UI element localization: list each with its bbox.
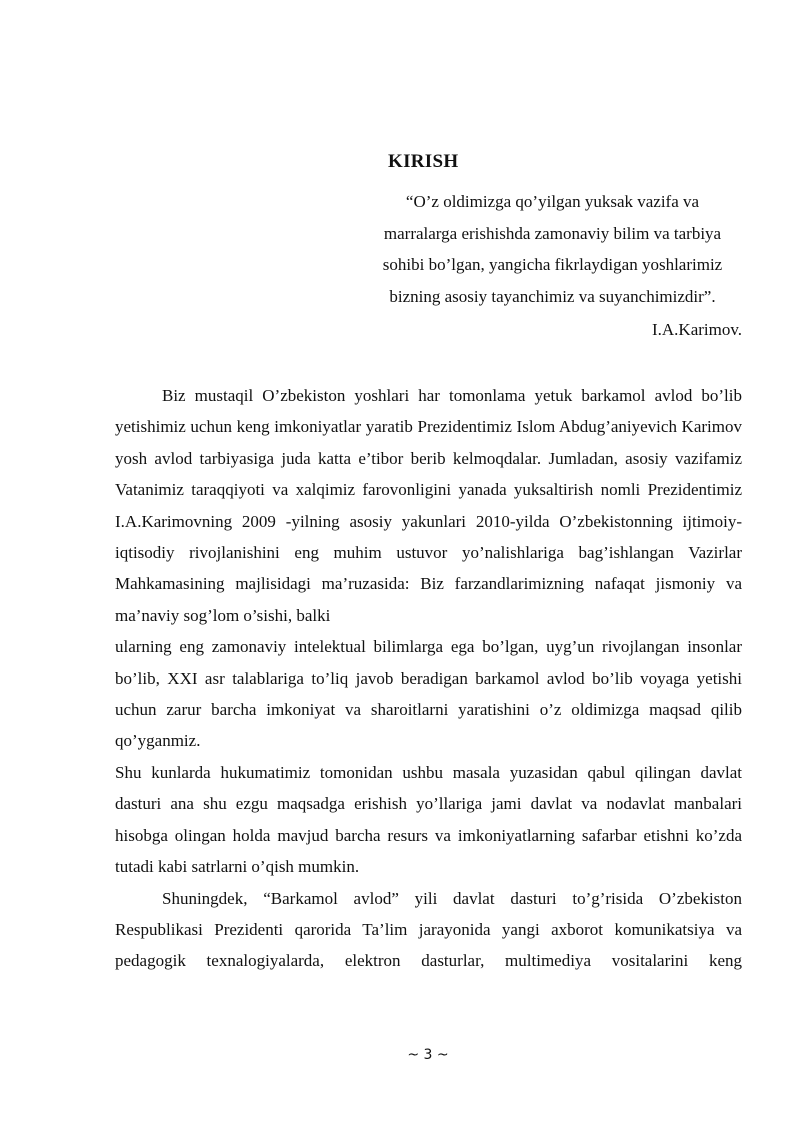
epigraph-line: sohibi bo’lgan, yangicha fikrlaydigan yoshlarimiz xyxy=(382,255,723,274)
paragraph: Shu kunlarda hukumatimiz tomonidan ushbu masala yuzasidan qabul qilingan davlat dasturi ana shu ezgu maqsadga erishish yo’llariga jami davlat va nodavlat manbalari hisobga olingan holda mavjud barcha resurs va imkoniyatlarning safarbar etishni ko’zda tutadi kabi satrlarni o’qish mumkin. xyxy=(115,762,742,877)
body-text xyxy=(115,380,742,977)
epigraph-quote xyxy=(350,186,755,312)
page-number: ~ 3 ~ xyxy=(407,1047,449,1063)
epigraph-author: I.A.Karimov. xyxy=(651,320,742,339)
epigraph-line: bizning asosiy tayanchimiz va suyanchimizdir”. xyxy=(389,286,716,306)
paragraph: Biz mustaqil O’zbekiston yoshlari har tomonlama yetuk barkamol avlod bo’lib yetishimiz uchun keng imkoniyatlar yaratib Prezidentimiz Islom Abdug’aniyevich Karimov yosh avlod tarbiyasiga juda katta e’tibor berib kelmoqdalar. Jumladan, asosiy vazifamiz Vatanimiz taraqqiyoti va xalqimiz farovonligini yanada yuksaltirish nomli Prezidentimiz I.A.Karimovning 2009 -yilning asosiy yakunlari 2010-yilda O’zbekistonning ijtimoiy-iqtisodiy rivojlanishini eng muhim ustuvor yo’nalishlariga bag’ishlangan Vazirlar Mahkamasining majlisidagi ma’ruzasida: Biz farzandlarimizning nafaqat jismoniy va ma’naviy sog’lom o’sishi, balki xyxy=(115,386,742,625)
section-title: KIRISH xyxy=(388,151,459,172)
paragraph: ularning eng zamonaviy intelektual bilimlarga ega bo’lgan, uyg’un rivojlangan insonlar bo’lib, XXI asr talablariga to’liq javob beradigan barkamol avlod bo’lib voyaga yetishi uchun zarur barcha imkoniyat va sharoitlarni yaratishini o’z oldimizga maqsad qilib qo’yganmiz. xyxy=(115,637,742,751)
epigraph-line: marralarga erishishda zamonaviy bilim va tarbiya xyxy=(383,223,722,243)
paragraph: Shuningdek, “Barkamol avlod” yili davlat dasturi to’g’risida O’zbekiston Respublikasi Prezidenti qarorida Ta’lim jarayonida yangi axborot komunikatsiya va pedagogik texnalogiyalarda, elektron dasturlar, multimediya vositalarini keng xyxy=(115,888,742,971)
epigraph-line: “O’z oldimizga qo’yilgan yuksak vazifa va xyxy=(405,192,700,211)
